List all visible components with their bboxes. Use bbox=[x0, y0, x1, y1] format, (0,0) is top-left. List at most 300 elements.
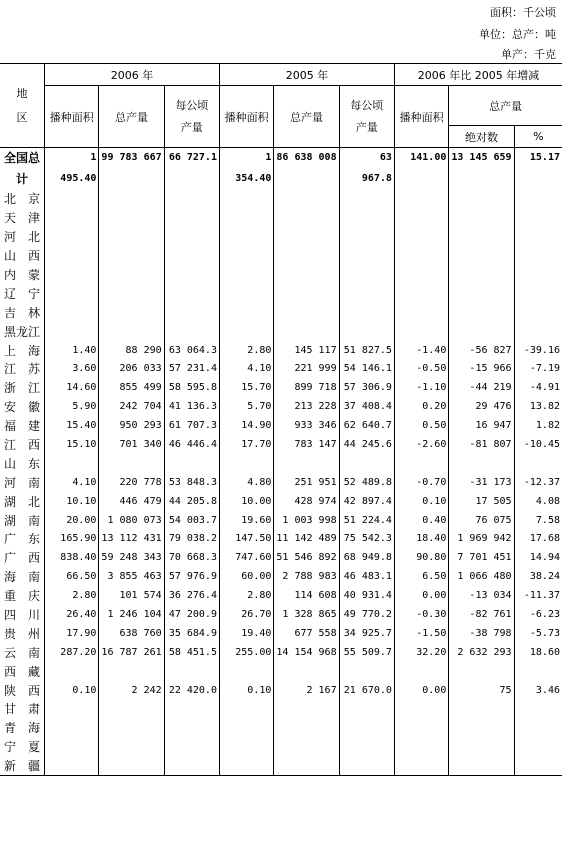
cell-o05: 114 608 bbox=[274, 586, 339, 605]
cell-o06 bbox=[99, 662, 164, 681]
cell-o06 bbox=[99, 246, 164, 265]
cell-o05: 428 974 bbox=[274, 492, 339, 511]
cell-ca bbox=[394, 265, 448, 284]
table-row bbox=[0, 718, 562, 737]
cell-a06 bbox=[45, 700, 99, 719]
cell-ca bbox=[394, 208, 448, 227]
cell-o06: 59 248 343 bbox=[99, 548, 164, 567]
cell-y06: 35 684.9 bbox=[164, 624, 219, 643]
cell-y06: 36 276.4 bbox=[164, 586, 219, 605]
cell-o06 bbox=[99, 208, 164, 227]
region-name: 河南 bbox=[4, 475, 41, 490]
cell-o05 bbox=[274, 756, 339, 775]
cell-a06: 26.40 bbox=[45, 605, 99, 624]
cell-y06: 54 003.7 bbox=[164, 511, 219, 530]
table-row bbox=[0, 208, 562, 227]
cell-ca bbox=[394, 662, 448, 681]
cell-a05 bbox=[219, 284, 273, 303]
cell-a05 bbox=[219, 265, 273, 284]
table-row bbox=[0, 416, 562, 435]
region-name: 宁夏 bbox=[4, 740, 41, 755]
cell-a05: 747.60 bbox=[219, 548, 273, 567]
cell-y06: 57 231.4 bbox=[164, 360, 219, 379]
cell-cp: -12.37 bbox=[514, 473, 562, 492]
region-name: 浙江 bbox=[4, 381, 41, 396]
region-name: 四川 bbox=[4, 608, 41, 623]
region-name: 河北 bbox=[4, 230, 41, 245]
cell-a06 bbox=[45, 246, 99, 265]
cell-a05: 19.40 bbox=[219, 624, 273, 643]
cell-co: 1 969 942 bbox=[449, 530, 514, 549]
cell-cp: 18.60 bbox=[514, 643, 562, 662]
cell-y05 bbox=[339, 700, 394, 719]
region-name: 广东 bbox=[4, 532, 41, 547]
cell-cp bbox=[514, 700, 562, 719]
region-name: 甘肃 bbox=[4, 702, 41, 717]
cell-y05 bbox=[339, 265, 394, 284]
cell-cp bbox=[514, 208, 562, 227]
cell-ca: 18.40 bbox=[394, 530, 448, 549]
cell-ca: 0.50 bbox=[394, 416, 448, 435]
cell-o05: 933 346 bbox=[274, 416, 339, 435]
cell-cp: -10.45 bbox=[514, 435, 562, 454]
cell-ca: -0.70 bbox=[394, 473, 448, 492]
table-row bbox=[0, 586, 562, 605]
cell-ca bbox=[394, 756, 448, 775]
cell-ca: -1.10 bbox=[394, 378, 448, 397]
region-name: 江苏 bbox=[4, 362, 41, 377]
cell-o05 bbox=[274, 190, 339, 209]
cell-a05: 19.60 bbox=[219, 511, 273, 530]
cell-ca bbox=[394, 227, 448, 246]
cell-a05: 0.10 bbox=[219, 681, 273, 700]
national-name: 全国总 bbox=[4, 151, 41, 166]
region-name: 安徽 bbox=[4, 400, 41, 415]
cell-o05: 11 142 489 bbox=[274, 530, 339, 549]
cell-o06: 1 246 104 bbox=[99, 605, 164, 624]
cell-a05 bbox=[219, 246, 273, 265]
table-row bbox=[0, 435, 562, 454]
cell-ca: 32.20 bbox=[394, 643, 448, 662]
cell-ca bbox=[394, 737, 448, 756]
cell-co bbox=[449, 662, 514, 681]
cell-ca: 0.10 bbox=[394, 492, 448, 511]
table-row bbox=[0, 737, 562, 756]
cell-a05: 15.70 bbox=[219, 378, 273, 397]
cell-a06: 20.00 bbox=[45, 511, 99, 530]
cell-cp: 3.46 bbox=[514, 681, 562, 700]
cell-o06 bbox=[99, 190, 164, 209]
table-row bbox=[0, 341, 562, 360]
cell-a06: 0.10 bbox=[45, 681, 99, 700]
cell-co: -31 173 bbox=[449, 473, 514, 492]
cell-cp bbox=[514, 246, 562, 265]
region-name: 海南 bbox=[4, 570, 41, 585]
cell-cp bbox=[514, 322, 562, 341]
cell-co bbox=[449, 265, 514, 284]
cell-o05: 251 951 bbox=[274, 473, 339, 492]
cell-y06: 22 420.0 bbox=[164, 681, 219, 700]
cell-ca bbox=[394, 454, 448, 473]
cell-co: -15 966 bbox=[449, 360, 514, 379]
region-name: 北京 bbox=[4, 192, 41, 207]
cell-o05 bbox=[274, 718, 339, 737]
cell-a06: 2.80 bbox=[45, 586, 99, 605]
cell-a06: 10.10 bbox=[45, 492, 99, 511]
cell-cp bbox=[514, 737, 562, 756]
unit-yield: 单产：千克 bbox=[501, 48, 556, 61]
cell-a05 bbox=[219, 700, 273, 719]
cell-a05 bbox=[219, 454, 273, 473]
header-2005-yield: 每公顷 产量 bbox=[339, 86, 394, 148]
cell-y05 bbox=[339, 227, 394, 246]
cell-ca bbox=[394, 284, 448, 303]
cell-a06: 17.90 bbox=[45, 624, 99, 643]
cell-o06: 88 290 bbox=[99, 341, 164, 360]
header-change: 2006 年比 2005 年增减 bbox=[394, 64, 562, 86]
cell-co: -82 761 bbox=[449, 605, 514, 624]
cell-y05: 75 542.3 bbox=[339, 530, 394, 549]
cell-y06 bbox=[164, 662, 219, 681]
cell-co bbox=[449, 322, 514, 341]
cell-a06: 165.90 bbox=[45, 530, 99, 549]
cell-a05 bbox=[219, 303, 273, 322]
cell-a05 bbox=[219, 322, 273, 341]
cell-o06 bbox=[99, 303, 164, 322]
cell-cp: -39.16 bbox=[514, 341, 562, 360]
cell-cp bbox=[514, 662, 562, 681]
cell-y06 bbox=[164, 700, 219, 719]
cell-cp: -5.73 bbox=[514, 624, 562, 643]
header-2005-area: 播种面积 bbox=[219, 86, 273, 148]
cell-a05 bbox=[219, 737, 273, 756]
cell-a05: 4.10 bbox=[219, 360, 273, 379]
cell-y06 bbox=[164, 284, 219, 303]
table-row bbox=[0, 756, 562, 775]
cell-y05: 49 770.2 bbox=[339, 605, 394, 624]
cell-a05 bbox=[219, 227, 273, 246]
cell-o06: 1 080 073 bbox=[99, 511, 164, 530]
table-row bbox=[0, 190, 562, 209]
cell-co bbox=[449, 208, 514, 227]
cell-y05: 44 245.6 bbox=[339, 435, 394, 454]
cell-o06: 13 112 431 bbox=[99, 530, 164, 549]
cell-a05 bbox=[219, 208, 273, 227]
cell-co: 2 632 293 bbox=[449, 643, 514, 662]
cell-o05 bbox=[274, 700, 339, 719]
cell-o05: 1 328 865 bbox=[274, 605, 339, 624]
cell-o05: 2 788 983 bbox=[274, 567, 339, 586]
cell-y06 bbox=[164, 265, 219, 284]
cell-ca bbox=[394, 718, 448, 737]
cell-co bbox=[449, 700, 514, 719]
cell-y06: 63 064.3 bbox=[164, 341, 219, 360]
region-name: 陕西 bbox=[4, 683, 41, 698]
cell-y06 bbox=[164, 737, 219, 756]
cell-co: 1 066 480 bbox=[449, 567, 514, 586]
cell-co bbox=[449, 303, 514, 322]
region-name: 新疆 bbox=[0, 756, 45, 775]
cell-o05 bbox=[274, 208, 339, 227]
region-name: 青海 bbox=[4, 721, 41, 736]
cell-a05: 4.80 bbox=[219, 473, 273, 492]
cell-y05: 34 925.7 bbox=[339, 624, 394, 643]
cell-o06 bbox=[99, 284, 164, 303]
cell-co: 75 bbox=[449, 681, 514, 700]
cell-y05 bbox=[339, 208, 394, 227]
cell-ca: -2.60 bbox=[394, 435, 448, 454]
cell-y05: 68 949.8 bbox=[339, 548, 394, 567]
cell-cp bbox=[514, 190, 562, 209]
cell-co: -81 807 bbox=[449, 435, 514, 454]
cell-o06 bbox=[99, 700, 164, 719]
cell-y06: 53 848.3 bbox=[164, 473, 219, 492]
cell-o06: 3 855 463 bbox=[99, 567, 164, 586]
cell-o05: 899 718 bbox=[274, 378, 339, 397]
cell-cp: 14.94 bbox=[514, 548, 562, 567]
cell-ca: 0.20 bbox=[394, 397, 448, 416]
table-row bbox=[0, 643, 562, 662]
table-row bbox=[0, 548, 562, 567]
cell-o06: 855 499 bbox=[99, 378, 164, 397]
region-name: 重庆 bbox=[4, 589, 41, 604]
cell-co: 16 947 bbox=[449, 416, 514, 435]
cell-o05 bbox=[274, 662, 339, 681]
national-name-cont: 计 bbox=[16, 172, 29, 186]
cell-o05: 783 147 bbox=[274, 435, 339, 454]
cell-co bbox=[449, 246, 514, 265]
cell-o06 bbox=[99, 718, 164, 737]
cell-o05: 677 558 bbox=[274, 624, 339, 643]
region-name: 山西 bbox=[4, 249, 41, 264]
cell-a05: 60.00 bbox=[219, 567, 273, 586]
header-change-output: 总产量 bbox=[449, 86, 562, 126]
region-name: 黑龙江 bbox=[4, 324, 41, 339]
cell-ca: 0.00 bbox=[394, 586, 448, 605]
table-row bbox=[0, 360, 562, 379]
cell-cp bbox=[514, 227, 562, 246]
cell-a05: 2.80 bbox=[219, 586, 273, 605]
cell-y05: 21 670.0 bbox=[339, 681, 394, 700]
cell-y06 bbox=[164, 190, 219, 209]
cell-cp: -6.23 bbox=[514, 605, 562, 624]
cell-a06 bbox=[45, 190, 99, 209]
cell-ca: -0.50 bbox=[394, 360, 448, 379]
cell-cp: 38.24 bbox=[514, 567, 562, 586]
cell-y05: 42 897.4 bbox=[339, 492, 394, 511]
cell-cp: -4.91 bbox=[514, 378, 562, 397]
cell-y06 bbox=[164, 303, 219, 322]
cell-a05: 255.00 bbox=[219, 643, 273, 662]
table-row bbox=[0, 492, 562, 511]
table-row bbox=[0, 681, 562, 700]
cell-o05: 1 003 998 bbox=[274, 511, 339, 530]
table-row bbox=[0, 397, 562, 416]
cell-a06: 14.60 bbox=[45, 378, 99, 397]
cell-y05: 62 640.7 bbox=[339, 416, 394, 435]
header-2006-output: 总产量 bbox=[99, 86, 164, 148]
cell-y06 bbox=[164, 756, 219, 775]
cell-co: -38 798 bbox=[449, 624, 514, 643]
cell-a06: 5.90 bbox=[45, 397, 99, 416]
cell-ca bbox=[394, 190, 448, 209]
cell-cp bbox=[514, 284, 562, 303]
cell-y06 bbox=[164, 208, 219, 227]
header-2006: 2006 年 bbox=[45, 64, 220, 86]
cell-y06: 58 595.8 bbox=[164, 378, 219, 397]
cell-co: -44 219 bbox=[449, 378, 514, 397]
cell-a05: 26.70 bbox=[219, 605, 273, 624]
cell-o06 bbox=[99, 454, 164, 473]
cell-a06 bbox=[45, 737, 99, 756]
cell-a06: 3.60 bbox=[45, 360, 99, 379]
table-row bbox=[0, 662, 562, 681]
table-row bbox=[0, 284, 562, 303]
region-name: 内蒙 bbox=[4, 268, 41, 282]
cell-y05: 55 509.7 bbox=[339, 643, 394, 662]
cell-y05 bbox=[339, 190, 394, 209]
table-row bbox=[0, 473, 562, 492]
cell-a05 bbox=[219, 718, 273, 737]
cell-a05: 5.70 bbox=[219, 397, 273, 416]
cell-a06 bbox=[45, 454, 99, 473]
region-name: 广西 bbox=[4, 551, 41, 566]
cell-o05: 51 546 892 bbox=[274, 548, 339, 567]
cell-y06: 41 136.3 bbox=[164, 397, 219, 416]
table-row bbox=[0, 567, 562, 586]
cell-co bbox=[449, 284, 514, 303]
cell-co bbox=[449, 454, 514, 473]
cell-a06 bbox=[45, 662, 99, 681]
cell-y06: 61 707.3 bbox=[164, 416, 219, 435]
cell-ca bbox=[394, 303, 448, 322]
national-row-cont: 计 495.40 354.40 967.8 bbox=[0, 168, 562, 190]
cell-a06 bbox=[45, 756, 99, 775]
cell-a05 bbox=[219, 756, 273, 775]
cell-o05 bbox=[274, 454, 339, 473]
table-row bbox=[0, 624, 562, 643]
cell-cp bbox=[514, 756, 562, 775]
cell-y06 bbox=[164, 246, 219, 265]
cell-a05: 10.00 bbox=[219, 492, 273, 511]
cell-cp bbox=[514, 454, 562, 473]
cell-y05: 57 306.9 bbox=[339, 378, 394, 397]
cell-o06: 101 574 bbox=[99, 586, 164, 605]
cell-ca bbox=[394, 322, 448, 341]
cell-y06: 70 668.3 bbox=[164, 548, 219, 567]
table-row bbox=[0, 227, 562, 246]
cell-a06 bbox=[45, 227, 99, 246]
cell-a06: 66.50 bbox=[45, 567, 99, 586]
cell-ca: 6.50 bbox=[394, 567, 448, 586]
cell-y05: 51 224.4 bbox=[339, 511, 394, 530]
cell-a05: 147.50 bbox=[219, 530, 273, 549]
cell-y06 bbox=[164, 454, 219, 473]
cell-cp: 7.58 bbox=[514, 511, 562, 530]
cell-y06: 46 446.4 bbox=[164, 435, 219, 454]
unit-output: 单位：总产：吨 bbox=[479, 28, 556, 41]
table-row bbox=[0, 511, 562, 530]
cell-cp: 1.82 bbox=[514, 416, 562, 435]
region-name: 江西 bbox=[4, 438, 41, 453]
cell-co: 29 476 bbox=[449, 397, 514, 416]
cell-a06: 287.20 bbox=[45, 643, 99, 662]
cell-co bbox=[449, 756, 514, 775]
region-name: 福建 bbox=[4, 419, 41, 434]
cell-o05: 145 117 bbox=[274, 341, 339, 360]
cell-o05: 14 154 968 bbox=[274, 643, 339, 662]
cell-y05 bbox=[339, 662, 394, 681]
region-name: 辽宁 bbox=[4, 286, 41, 301]
cell-co: 76 075 bbox=[449, 511, 514, 530]
header-absolute: 绝对数 bbox=[449, 126, 514, 148]
cell-y05 bbox=[339, 284, 394, 303]
table-row bbox=[0, 265, 562, 284]
cell-y05: 51 827.5 bbox=[339, 341, 394, 360]
cell-y05: 37 408.4 bbox=[339, 397, 394, 416]
region-name: 山东 bbox=[4, 456, 41, 471]
cell-a05 bbox=[219, 662, 273, 681]
cell-o06 bbox=[99, 756, 164, 775]
cell-y06: 57 976.9 bbox=[164, 567, 219, 586]
cell-y06 bbox=[164, 227, 219, 246]
header-2005-output: 总产量 bbox=[274, 86, 339, 148]
cell-ca: -1.50 bbox=[394, 624, 448, 643]
cell-a05: 2.80 bbox=[219, 341, 273, 360]
cell-y05 bbox=[339, 246, 394, 265]
region-name: 吉林 bbox=[4, 305, 41, 320]
cell-ca: 90.80 bbox=[394, 548, 448, 567]
cell-co: 17 505 bbox=[449, 492, 514, 511]
cell-a06: 838.40 bbox=[45, 548, 99, 567]
cell-o05 bbox=[274, 737, 339, 756]
cell-o05 bbox=[274, 265, 339, 284]
cell-a06 bbox=[45, 303, 99, 322]
cell-o06: 220 778 bbox=[99, 473, 164, 492]
table-row bbox=[0, 700, 562, 719]
cell-y06 bbox=[164, 322, 219, 341]
cell-o06: 701 340 bbox=[99, 435, 164, 454]
cell-o06 bbox=[99, 227, 164, 246]
cell-cp bbox=[514, 718, 562, 737]
cell-y06 bbox=[164, 718, 219, 737]
cell-y06: 58 451.5 bbox=[164, 643, 219, 662]
cell-cp: 13.82 bbox=[514, 397, 562, 416]
cell-a06 bbox=[45, 208, 99, 227]
cell-a06 bbox=[45, 718, 99, 737]
cell-co bbox=[449, 718, 514, 737]
cell-a05: 17.70 bbox=[219, 435, 273, 454]
header-2006-area: 播种面积 bbox=[45, 86, 99, 148]
region-name: 西藏 bbox=[4, 664, 41, 679]
cell-y06: 44 205.8 bbox=[164, 492, 219, 511]
cell-y05 bbox=[339, 303, 394, 322]
cell-co: -13 034 bbox=[449, 586, 514, 605]
unit-area: 面积：千公顷 bbox=[490, 6, 556, 19]
table-row bbox=[0, 322, 562, 341]
cell-o06 bbox=[99, 737, 164, 756]
cell-a06 bbox=[45, 265, 99, 284]
header-2006-yield: 每公顷 产量 bbox=[164, 86, 219, 148]
header-change-area: 播种面积 bbox=[394, 86, 448, 148]
cell-y05 bbox=[339, 737, 394, 756]
region-name: 湖北 bbox=[4, 494, 41, 509]
region-name: 云南 bbox=[4, 645, 41, 660]
cell-co bbox=[449, 227, 514, 246]
cell-o05 bbox=[274, 322, 339, 341]
cell-o05 bbox=[274, 303, 339, 322]
cell-cp: -11.37 bbox=[514, 586, 562, 605]
